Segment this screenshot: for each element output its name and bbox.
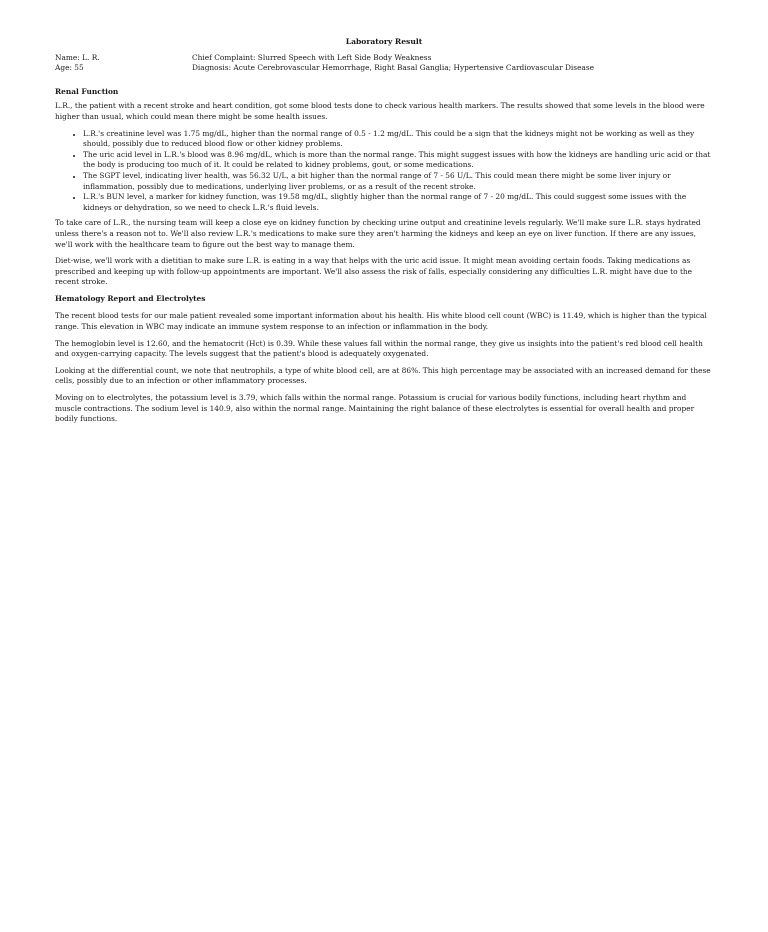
renal-findings-list xyxy=(55,129,713,214)
electrolytes-paragraph: Moving on to electrolytes, the potassium level is 3.79, which falls within the normal range. Potassium is crucial for various bodily functions, including heart rhythm and muscle contractions. The sodium level is 140.9, also within the normal range. Maintaining the right balance of these electrolytes is essential for overall health and proper bodily functions. xyxy=(55,393,695,424)
list-item: • L.R.'s BUN level, a marker for kidney function, was 19.58 mg/dL, slightly higher than the normal range of 7 - 20 mg/dL. This could suggest some issues with the kidneys or dehydration, so we need to check L.R.'s fluid levels. xyxy=(83,192,713,213)
chief-complaint: Chief Complaint: Slurred Speech with Left Side Body Weakness xyxy=(192,52,432,62)
renal-function-heading: Renal Function xyxy=(55,86,119,96)
list-item: • The uric acid level in L.R.'s blood was 8.96 mg/dL, which is more than the normal range. This might suggest issues with how the kidneys are handling uric acid or that the body is producing too much of it. It could be related to kidney problems, gout, or some medications. xyxy=(83,150,713,171)
lab-result-document xyxy=(55,37,713,431)
hematology-heading: Hematology Report and Electrolytes xyxy=(55,293,206,303)
diagnosis: Diagnosis: Acute Cerebrovascular Hemorrhage, Right Basal Ganglia; Hypertensive Cardiovascular Disease xyxy=(192,63,595,73)
care-paragraph: To take care of L.R., the nursing team will keep a close eye on kidney function by checking urine output and creatinine levels regularly. We'll make sure L.R. stays hydrated unless there's a reason not to. We'll also review L.R.'s medications to make sure they aren't harming the kidneys and keep an eye on liver function. If there are any issues, we'll work with the healthcare team to figure out the best way to manage them. xyxy=(55,218,701,249)
document-title: Laboratory Result xyxy=(345,37,423,46)
wbc-paragraph: The recent blood tests for our male patient revealed some important information about his health. His white blood cell count (WBC) is 11.49, which is higher than the typical range. This elevation in WBC may indicate an immune system response to an infection or inflammation in the body. xyxy=(55,311,707,332)
hemoglobin-paragraph: The hemoglobin level is 12.60, and the hematocrit (Hct) is 0.39. While these values fall within the normal range, they give us insights into the patient's red blood cell health and oxygen-carrying capacity. The levels suggest that the patient's blood is adequately oxygenated. xyxy=(55,338,703,359)
patient-name: Name: L. R. xyxy=(55,52,100,62)
differential-paragraph: Looking at the differential count, we note that neutrophils, a type of white blood cell, are at 86%. This high percentage may be associated with an increased demand for these cells, possibly due to an infection or other inflammatory processes. xyxy=(55,365,711,386)
list-item: • The SGPT level, indicating liver health, was 56.32 U/L, a bit higher than the normal range of 7 - 56 U/L. This could mean there might be some liver injury or inflammation, possibly due to medications, underlying liver problems, or as a result of the recent stroke. xyxy=(83,171,713,192)
patient-age: Age: 55 xyxy=(55,63,84,73)
renal-intro-paragraph: L.R., the patient with a recent stroke and heart condition, got some blood tests done to check various health markers. The results showed that some levels in the blood were higher than usual, which could mean there might be some health issues. xyxy=(55,101,705,121)
patient-header xyxy=(55,53,713,74)
list-item: • L.R.'s creatinine level was 1.75 mg/dL, higher than the normal range of 0.5 - 1.2 mg/dL. This could be a sign that the kidneys might not be working as well as they should, possibly due to reduced blood flow or other kidney problems. xyxy=(83,129,713,150)
diet-paragraph: Diet-wise, we'll work with a dietitian to make sure L.R. is eating in a way that helps with the uric acid issue. It might mean avoiding certain foods. Taking medications as prescribed and keeping up with follow-up appointments are important. We'll also assess the risk of falls, especially considering any difficulties L.R. might have due to the recent stroke. xyxy=(55,256,693,287)
